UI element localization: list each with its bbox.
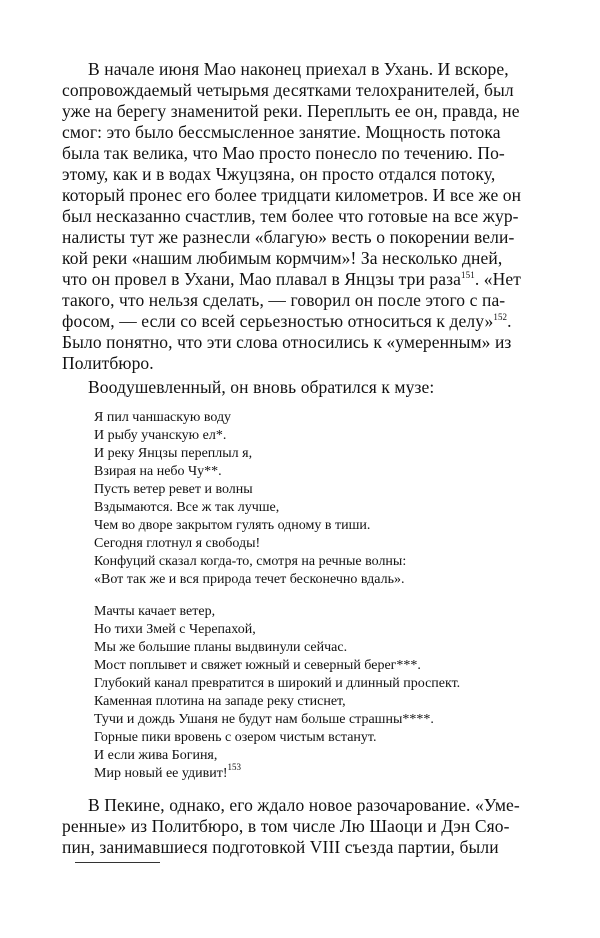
text-line: В начале июня Мао наконец приехал в Ухань. И вскоре, bbox=[88, 59, 509, 79]
poem-line: Мачты качает ветер, bbox=[94, 604, 216, 619]
poem-line: Вздымаются. Все ж так лучше, bbox=[94, 500, 280, 515]
text-line: этому, как и в водах Чжуцзяна, он просто отдался потоку, bbox=[62, 164, 496, 184]
poem-line: И рыбу учанскую ел*. bbox=[94, 428, 227, 443]
intro-line: Воодушевленный, он вновь обратился к музе: bbox=[88, 377, 435, 397]
text-line: кой реки «нашим любимым кормчим»! За несколько дней, bbox=[62, 248, 503, 268]
footnote-ref: 153 bbox=[227, 762, 241, 772]
poem-line: Каменная плотина на западе реку стиснет, bbox=[94, 694, 346, 709]
poem-line: Сегодня глотнул я свободы! bbox=[94, 536, 261, 551]
poem-line: Я пил чаншаскую воду bbox=[94, 410, 232, 425]
text-line: был несказанно счастлив, тем более что готовые на все жур- bbox=[62, 206, 519, 226]
text-run: Мир новый ее удивит! bbox=[94, 766, 228, 781]
text-line: была так велика, что Мао просто понесло по течению. По- bbox=[62, 143, 505, 163]
poem-line: Конфуций сказал когда-то, смотря на речные волны: bbox=[94, 554, 407, 569]
text-line: который пронес его более тридцати километров. И все же он bbox=[62, 185, 522, 205]
poem-line: Тучи и дождь Ушаня не будут нам больше страшны****. bbox=[94, 712, 434, 727]
text-run: что он провел в Ухани, Мао плавал в Янцзы три раза bbox=[62, 269, 462, 289]
text-line: пин, занимавшиеся подготовкой VIII съезда партии, были bbox=[62, 837, 499, 857]
text-line: уже на берегу знаменитой реки. Переплыть ее он, правда, не bbox=[62, 101, 520, 121]
poem-line: И реку Янцзы переплыл я, bbox=[94, 446, 253, 461]
poem-line: Мост поплывет и свяжет южный и северный берег***. bbox=[94, 658, 421, 673]
poem-line: Глубокий канал превратится в широкий и длинный проспект. bbox=[94, 676, 461, 691]
poem-line: Взирая на небо Чу**. bbox=[94, 464, 222, 479]
poem-line bbox=[94, 762, 241, 782]
text-line: налисты тут же разнесли «благую» весть о покорении вели- bbox=[62, 227, 515, 247]
text-run: . «Нет bbox=[474, 269, 521, 289]
text-run: . bbox=[507, 311, 512, 331]
text-line: ренные» из Политбюро, в том числе Лю Шаоци и Дэн Сяо- bbox=[62, 816, 510, 836]
text-line bbox=[62, 311, 512, 332]
poem-line: Но тихи Змей с Черепахой, bbox=[94, 622, 256, 637]
text-line: Политбюро. bbox=[62, 353, 154, 373]
text-line bbox=[62, 269, 521, 290]
text-line: такого, что нельзя сделать, — говорил он после этого с па- bbox=[62, 290, 506, 310]
text-line: Было понятно, что эти слова относились к «умеренным» из bbox=[62, 332, 512, 352]
poem-line: Чем во дворе закрытом гулять одному в тиши. bbox=[94, 518, 371, 533]
poem-line: «Вот так же и вся природа течет бесконечно вдаль». bbox=[94, 572, 405, 587]
poem-line: Пусть ветер ревет и волны bbox=[94, 482, 253, 497]
poem-line: И если жива Богиня, bbox=[94, 748, 218, 763]
footnote-ref: 151 bbox=[461, 270, 475, 280]
poem-line: Мы же большие планы выдвинули сейчас. bbox=[94, 640, 348, 655]
footnote-ref: 152 bbox=[493, 312, 508, 322]
text-run: фосом, — если со всей серьезностью относиться к делу» bbox=[62, 311, 494, 331]
text-line: сопровождаемый четырьмя десятками телохранителей, был bbox=[62, 80, 514, 100]
footnote-rule bbox=[75, 862, 160, 863]
text-line: В Пекине, однако, его ждало новое разочарование. «Уме- bbox=[88, 795, 520, 815]
text-line: смог: это было бессмысленное занятие. Мощность потока bbox=[62, 122, 501, 142]
poem-line: Горные пики вровень с озером чистым встанут. bbox=[94, 730, 377, 745]
